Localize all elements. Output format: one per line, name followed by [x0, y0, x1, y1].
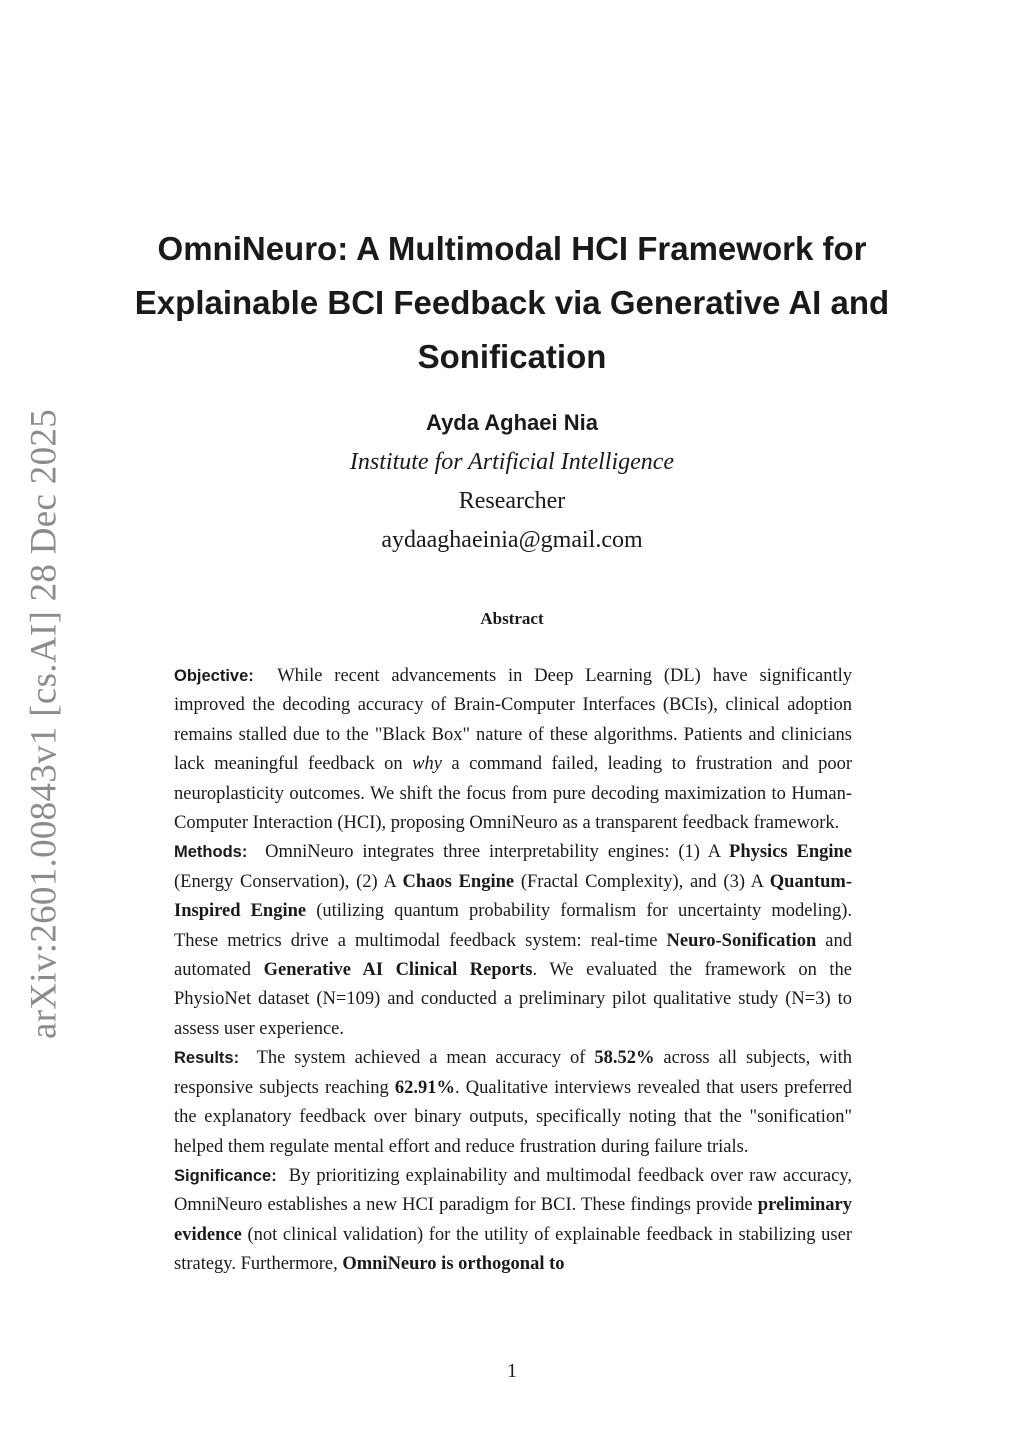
- methods-bold: Neuro-Sonification: [666, 930, 817, 951]
- methods-bold: Physics Engine: [729, 842, 853, 863]
- author-institute: Institute for Artificial Intelligence: [349, 449, 675, 475]
- methods-label: Methods:: [174, 843, 248, 862]
- objective-text: While recent advancements in Deep Learning (DL) have significantly improved the decoding accuracy of Brain-Computer Interfaces (BCIs), clinical adoption remains stalled due to the "Black Box" nature of these algorithms. Patients and clinicians lack meaningful feedback on: [174, 666, 852, 775]
- title-line: Sonification: [417, 338, 607, 376]
- methods-bold: Quantum-Inspired Engine: [174, 871, 853, 922]
- objective-text: a command failed, leading to frustration and poor neuroplasticity outcomes. We shift the focus from pure decoding maximization to Human-Computer Interaction (HCI), proposing OmniNeuro as a transparent feedback framework.: [174, 754, 852, 834]
- methods-text: (utilizing quantum probability formalism for uncertainty modeling). These metrics drive a multimodal feedback system: real-time: [174, 901, 852, 951]
- objective-emphasis: why: [412, 754, 442, 775]
- methods-bold: Generative AI Clinical Reports: [263, 960, 533, 981]
- abstract-body: [174, 662, 852, 1280]
- results-bold: 62.91%: [394, 1077, 455, 1098]
- methods-bold: Chaos Engine: [402, 871, 515, 892]
- significance-text: (not clinical validation) for the utility of explainable feedback in stabilizing user strategy. Furthermore,: [174, 1224, 852, 1275]
- methods-text: OmniNeuro integrates three interpretability engines: (1) A: [265, 842, 730, 863]
- results-label: Results:: [174, 1049, 240, 1068]
- significance-bold: OmniNeuro is orthogonal to: [342, 1254, 565, 1275]
- abstract-methods-paragraph: [174, 838, 852, 1044]
- paper-title: [112, 222, 912, 384]
- arxiv-identifier-stamp: arXiv:2601.00843v1 [cs.AI] 28 Dec 2025: [23, 409, 65, 1039]
- methods-text: (Fractal Complexity), and (3) A: [514, 871, 770, 892]
- author-name: Ayda Aghaei Nia: [426, 410, 598, 435]
- objective-label: Objective:: [174, 667, 254, 685]
- significance-text: By prioritizing explainability and multimodal feedback over raw accuracy, OmniNeuro establishes a new HCI paradigm for BCI. These findings provide: [174, 1165, 852, 1216]
- methods-text: . We evaluated the framework on the PhysioNet dataset (N=109) and conducted a preliminary pilot qualitative study (N=3) to assess user experience.: [174, 960, 852, 1039]
- results-text: . Qualitative interviews revealed that users preferred the explanatory feedback over binary outputs, specifically noting that the "sonification" helped them regulate mental effort and reduce frustration during failure trials.: [174, 1077, 852, 1157]
- results-bold: 58.52%: [594, 1048, 655, 1069]
- results-text: across all subjects, with responsive subjects reaching: [174, 1048, 853, 1098]
- methods-text: and automated: [174, 930, 853, 981]
- abstract-heading: Abstract: [480, 609, 544, 628]
- significance-label: Significance:: [174, 1166, 277, 1185]
- methods-text: (Energy Conservation), (2) A: [174, 871, 403, 892]
- title-line: Explainable BCI Feedback via Generative AI and: [134, 284, 890, 322]
- title-line: OmniNeuro: A Multimodal HCI Framework for: [157, 230, 867, 268]
- abstract-results-paragraph: [174, 1044, 852, 1162]
- results-text: The system achieved a mean accuracy of: [256, 1048, 595, 1069]
- significance-bold: preliminary evidence: [174, 1195, 852, 1245]
- abstract-objective-paragraph: [174, 662, 852, 838]
- abstract-significance-paragraph: [174, 1162, 852, 1280]
- author-role: Researcher: [458, 488, 566, 514]
- page-number: 1: [507, 1360, 517, 1382]
- author-email: aydaaghaeinia@gmail.com: [381, 527, 643, 553]
